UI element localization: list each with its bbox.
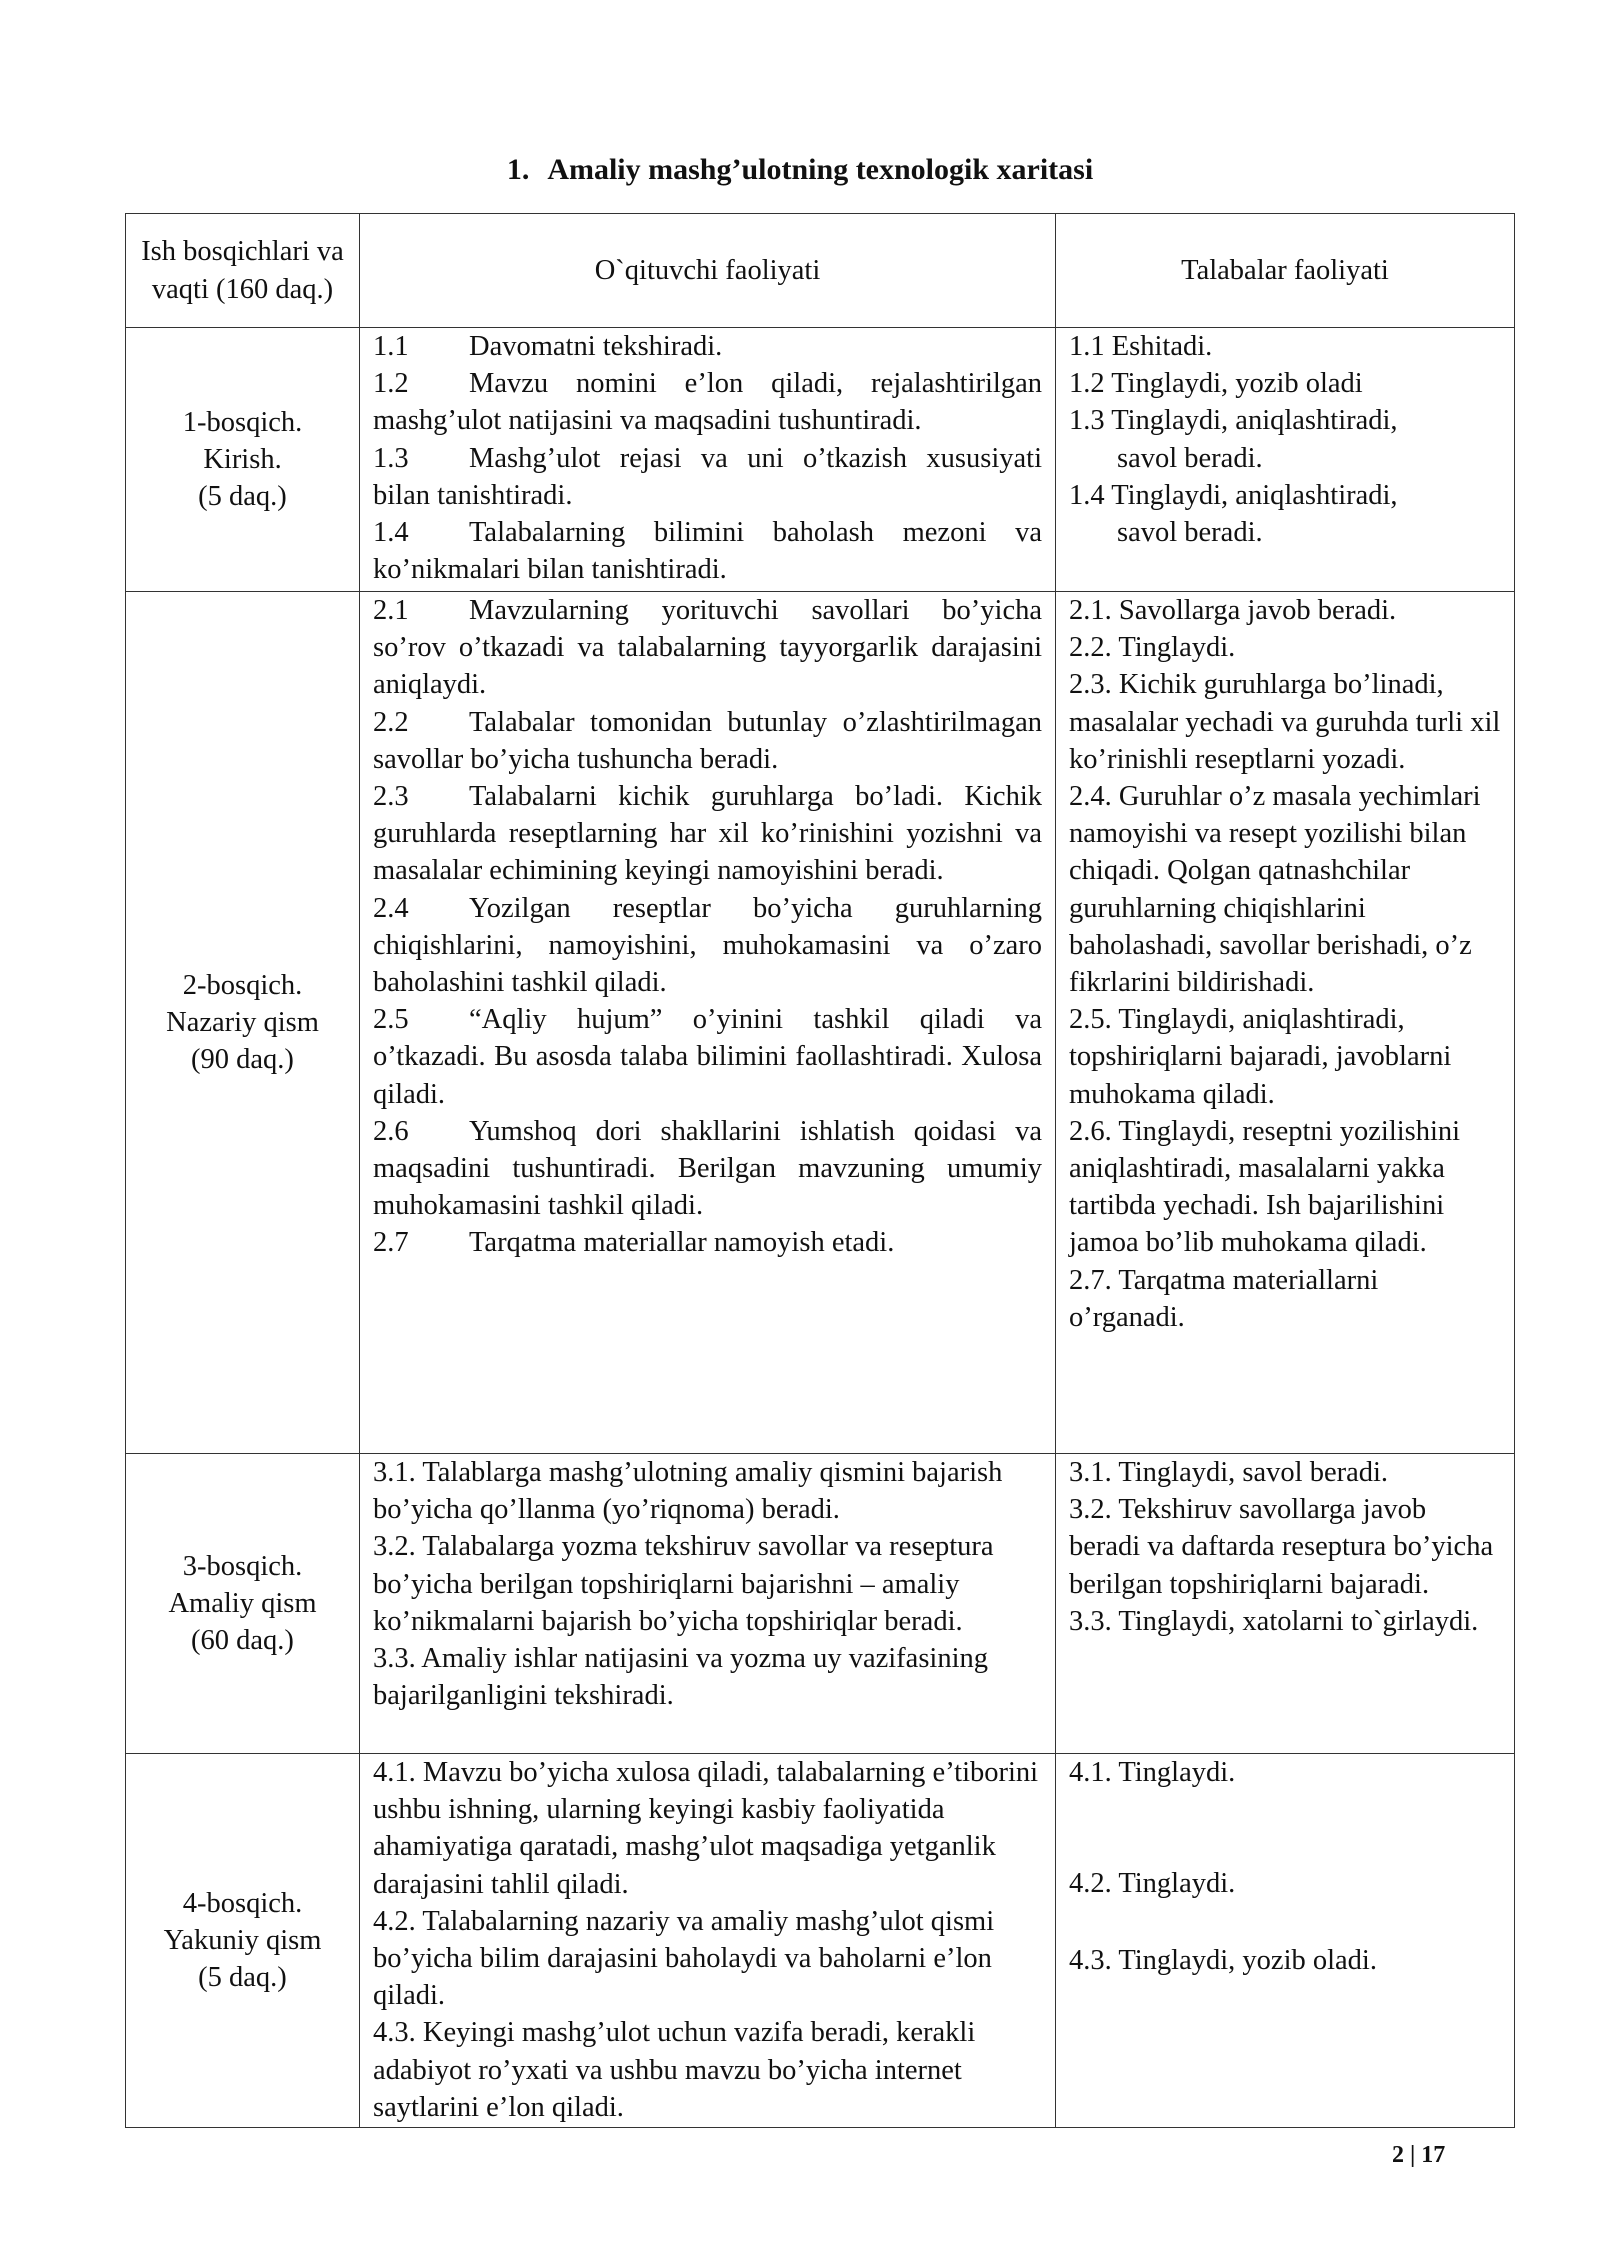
stage-duration: (5 daq.) [198,481,287,513]
student-item: 1.1 Eshitadi. [1069,331,1213,362]
teacher-activity-cell [360,1454,1056,1754]
teacher-item: 3.1. Talablarga mashg’ulotning amaliy qismini bajarish bo’yicha qo’llanma (yo’riqnoma) beradi. [373,1457,1003,1526]
student-item: savol beradi. [1117,517,1263,549]
student-item: 2.3. Kichik guruhlarga bo’linadi, masalalar yechadi va guruhda turli xil ko’rinishli reseptlarni yozadi. [1069,669,1501,775]
teacher-item: 3.2. Talabalarga yozma tekshiruv savollar va reseptura bo’yicha berilgan topshiriqlarni bajarishni – amaliy ko’nikmalarni bajarish bo’yicha topshiriqlar beradi. [373,1531,994,1637]
student-item: 1.3 Tinglaydi, aniqlashtiradi, [1069,405,1398,437]
student-item: 2.1. Savollarga javob beradi. [1069,595,1397,626]
header-students: Talabalar faoliyati [1056,214,1515,328]
document-title [0,150,1600,190]
table-row [126,1454,1515,1754]
stage-duration: (90 daq.) [191,1044,294,1076]
student-activity-cell [1056,592,1515,1454]
teacher-item: 2.4 Yozilgan reseptlar bo’yicha guruhlarning chiqishlarini, namoyishini, muhokamasini va o’zaro baholashini tashkil qiladi. [373,892,1042,999]
table-row [126,328,1515,592]
teacher-item: 1.2 Mavzu nomini e’lon qiladi, rejalashtirilgan mashg’ulot natijasini va maqsadini tushuntiradi. [373,368,1042,437]
teacher-item: 2.1 Mavzularning yorituvchi savollari bo’yicha so’rov o’tkazadi va talabalarning tayyorgarlik darajasini aniqlaydi. [373,595,1042,701]
teacher-item: 2.2 Talabalar tomonidan butunlay o’zlashtirilmagan savollar bo’yicha tushuncha beradi. [373,706,1042,775]
teacher-item: 4.3. Keyingi mashg’ulot uchun vazifa beradi, kerakli adabiyot ro’yxati va ushbu mavzu bo’yicha internet saytlarini e’lon qiladi. [373,2017,976,2123]
teacher-activity-cell [360,1754,1056,2128]
student-item: savol beradi. [1117,442,1263,474]
student-item: 3.3. Tinglaydi, xatolarni to`girlaydi. [1069,1605,1479,1637]
header-stages: Ish bosqichlari va vaqti (160 daq.) [126,214,360,328]
student-item: 4.1. Tinglaydi. [1069,1757,1236,1788]
technology-map-table [125,213,1515,2128]
teacher-item: 2.6 Yumshoq dori shakllarini ishlatish qoidasi va maqsadini tushuntiradi. Berilgan mavzuning umumiy muhokamasini tashkil qiladi. [373,1115,1042,1222]
stage-title: 3-bosqich. [182,1550,303,1582]
table-header-row [126,214,1515,328]
teacher-item: 1.3 Mashg’ulot rejasi va uni o’tkazish xususiyati bilan tanishtiradi. [373,442,1042,511]
stage-cell [126,1454,360,1754]
student-activity-cell [1056,1454,1515,1754]
stage-name: Nazariy qism [166,1006,319,1038]
teacher-item: 3.3. Amaliy ishlar natijasini va yozma uy vazifasining bajarilganligini tekshiradi. [373,1643,988,1712]
stage-duration: (5 daq.) [198,1962,287,1994]
stage-name: Kirish. [203,443,282,475]
teacher-item: 1.1 Davomatni tekshiradi. [373,331,723,362]
teacher-item: 2.3 Talabalarni kichik guruhlarga bo’ladi. Kichik guruhlarda reseptlarning har xil ko’rinishini yozishni va masalalar echimining keyingi namoyishini beradi. [373,781,1042,887]
teacher-activity-cell [360,328,1056,592]
student-item: 3.2. Tekshiruv savollarga javob beradi va daftarda reseptura bo’yicha berilgan topshiriqlarni bajaradi. [1069,1494,1494,1600]
header-teacher: O`qituvchi faoliyati [360,214,1056,328]
student-item: 2.4. Guruhlar o’z masala yechimlari namoyishi va resept yozilishi bilan chiqadi. Qolgan qatnashchilar guruhlarning chiqishlarini baholashadi, savollar berishadi, o’z fikrlarini bildirishadi. [1069,781,1481,999]
title-number: 1. [506,153,530,186]
table-row [126,592,1515,1454]
page-number [1392,2142,1445,2169]
stage-duration: (60 daq.) [191,1625,294,1657]
student-item: 2.2. Tinglaydi. [1069,632,1236,664]
student-item: 3.1. Tinglaydi, savol beradi. [1069,1457,1389,1488]
teacher-item: 4.2. Talabalarning nazariy va amaliy mashg’ulot qismi bo’yicha bilim darajasini baholaydi va baholarni e’lon qiladi. [373,1905,995,2012]
student-item: 4.3. Tinglaydi, yozib oladi. [1069,1945,1377,1977]
stage-cell [126,1754,360,2128]
table-row [126,1754,1515,2128]
student-item: 4.2. Tinglaydi. [1069,1868,1236,1900]
student-item: 1.4 Tinglaydi, aniqlashtiradi, [1069,479,1398,511]
student-item: 2.7. Tarqatma materiallarni o’rganadi. [1069,1264,1379,1333]
student-activity-cell [1056,1754,1515,2128]
teacher-item: 1.4 Talabalarning bilimini baholash mezoni va ko’nikmalari bilan tanishtiradi. [373,517,1042,586]
page-separator: | [1410,2142,1416,2168]
student-item: 2.5. Tinglaydi, aniqlashtiradi, topshiriqlarni bajaradi, javoblarni muhokama qiladi. [1069,1004,1452,1110]
stage-cell [126,328,360,592]
stage-cell [126,592,360,1454]
teacher-activity-cell [360,592,1056,1454]
current-page: 2 [1392,2142,1404,2168]
teacher-item: 2.7 Tarqatma materiallar namoyish etadi. [373,1227,895,1259]
stage-title: 2-bosqich. [182,969,303,1001]
student-item: 1.2 Tinglaydi, yozib oladi [1069,368,1363,400]
total-pages: 17 [1421,2142,1446,2168]
teacher-item: 2.5 “Aqliy hujum” o’yinini tashkil qiladi va o’tkazadi. Bu asosda talaba bilimini faollashtiradi. Xulosa qiladi. [373,1004,1042,1110]
spacer [1069,1791,1501,1865]
spacer [1069,1902,1501,1942]
stage-title: 4-bosqich. [182,1887,303,1919]
stage-title: 1-bosqich. [182,406,303,438]
stage-name: Yakuniy qism [163,1924,322,1956]
teacher-item: 4.1. Mavzu bo’yicha xulosa qiladi, talabalarning e’tiborini ushbu ishning, ularning keyingi kasbiy faoliyatida ahamiyatiga qaratadi, mashg’ulot maqsadiga yetganlik darajasini tahlil qiladi. [373,1757,1039,1900]
title-text: Amaliy mashg’ulotning texnologik xaritasi [547,153,1094,186]
stage-name: Amaliy qism [168,1587,317,1619]
student-activity-cell [1056,328,1515,592]
student-item: 2.6. Tinglaydi, reseptni yozilishini aniqlashtiradi, masalalarni yakka tartibda yechadi. Ish bajarilishini jamoa bo’lib muhokama qiladi. [1069,1115,1461,1259]
